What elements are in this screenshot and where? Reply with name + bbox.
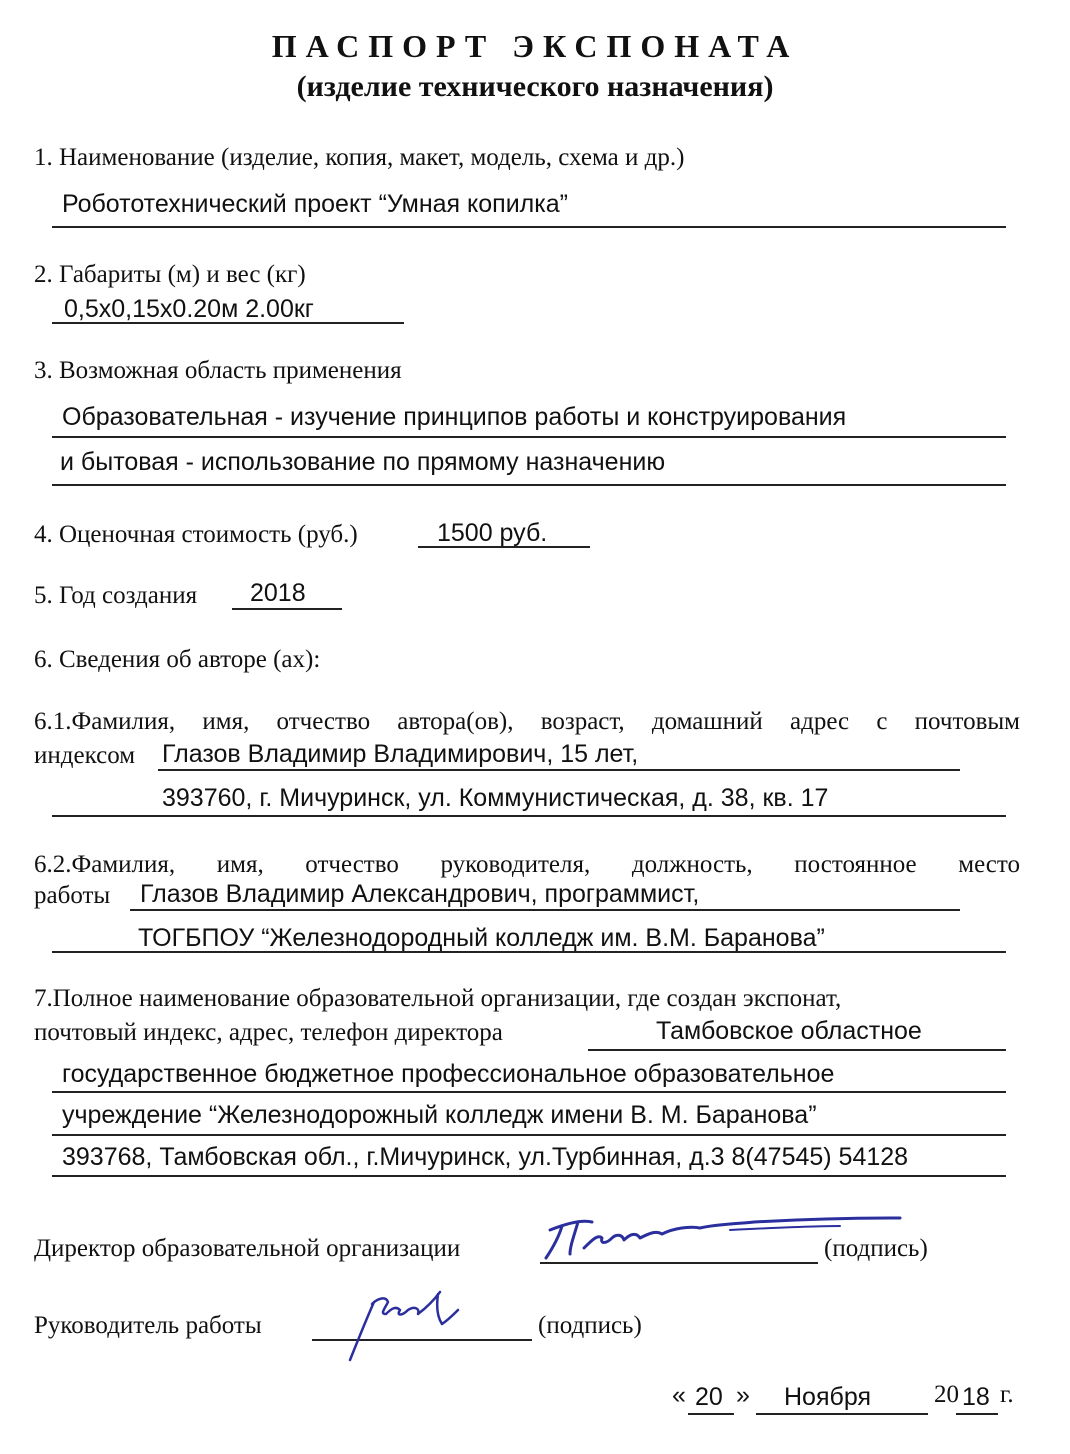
field-author-label-1: 6.1.Фамилия, имя, отчество автора(ов), возраст, домашний адрес с почтовым [34, 708, 1020, 735]
field-organization-label-2: почтовый индекс, адрес, телефон директора [34, 1019, 503, 1046]
page-subtitle: (изделие технического назначения) [296, 70, 774, 103]
field-author-value-1: Глазов Владимир Владимирович, 15 лет, [162, 740, 639, 768]
field-dimensions-label: 2. Габариты (м) и вес (кг) [34, 261, 306, 288]
field-author-underline-2 [52, 815, 1006, 817]
field-organization-underline-2 [52, 1091, 1006, 1093]
date-year-prefix: 20 [934, 1381, 959, 1408]
field-name-value: Робототехнический проект “Умная копилка” [62, 190, 568, 218]
date-close-quote: » [736, 1381, 750, 1409]
date-open-quote: « [672, 1381, 686, 1409]
field-cost-underline [418, 546, 590, 548]
field-application-value-2: и бытовая - использование по прямому назначению [60, 448, 666, 476]
field-supervisor-value-1: Глазов Владимир Александрович, программист, [140, 880, 700, 908]
field-organization-label-1: 7.Полное наименование образовательной организации, где создан экспонат, [34, 985, 842, 1012]
field-dimensions-underline [52, 322, 404, 324]
field-organization-underline-1 [588, 1049, 1006, 1051]
date-month: Ноября [784, 1383, 871, 1411]
field-organization-underline-3 [52, 1134, 1006, 1136]
director-signature-label: Директор образовательной организации [34, 1235, 461, 1262]
field-supervisor-value-2: ТОГБПОУ “Железнодородный колледж им. В.М. Баранова” [138, 924, 825, 952]
director-signature-image [540, 1200, 910, 1270]
field-application-label: 3. Возможная область применения [34, 357, 402, 384]
field-organization-underline-4 [52, 1175, 1006, 1177]
field-author-info-label: 6. Сведения об авторе (ах): [34, 646, 321, 673]
director-signature-suffix: (подпись) [824, 1235, 928, 1262]
field-application-value-1: Образовательная - изучение принципов работы и конструирования [62, 403, 847, 431]
field-application-underline-1 [52, 436, 1006, 438]
field-name-underline [52, 226, 1006, 228]
field-author-label-2: индексом [34, 742, 136, 769]
supervisor-signature-suffix: (подпись) [538, 1312, 642, 1339]
field-year-label: 5. Год создания [34, 582, 198, 609]
field-application-underline-2 [52, 484, 1006, 486]
field-organization-value-4: 393768, Тамбовская обл., г.Мичуринск, ул.Турбинная, д.3 8(47545) 54128 [62, 1143, 909, 1171]
field-cost-value: 1500 руб. [437, 519, 548, 547]
field-supervisor-underline-2 [52, 951, 1006, 953]
field-supervisor-label-2: работы [34, 882, 111, 909]
date-year-suffix: 18 [962, 1383, 990, 1411]
page-title: ПАСПОРТ ЭКСПОНАТА [271, 28, 799, 64]
field-organization-value-1: Тамбовское областное [656, 1017, 922, 1045]
field-dimensions-value: 0,5х0,15х0.20м 2.00кг [64, 295, 314, 323]
field-organization-value-3: учреждение “Железнодорожный колледж имени В. М. Баранова” [62, 1101, 817, 1129]
field-name-label: 1. Наименование (изделие, копия, макет, модель, схема и др.) [34, 144, 685, 171]
field-year-underline [232, 608, 342, 610]
field-author-value-2: 393760, г. Мичуринск, ул. Коммунистическая, д. 38, кв. 17 [162, 784, 829, 812]
field-organization-value-2: государственное бюджетное профессиональное образовательное [62, 1060, 835, 1088]
supervisor-signature-image [330, 1280, 480, 1370]
field-cost-label: 4. Оценочная стоимость (руб.) [34, 521, 358, 548]
supervisor-signature-label: Руководитель работы [34, 1312, 262, 1339]
date-month-underline [756, 1413, 928, 1415]
field-author-underline-1 [158, 769, 960, 771]
field-year-value: 2018 [250, 579, 306, 607]
date-year-underline [956, 1413, 998, 1415]
date-day-underline [688, 1413, 734, 1415]
date-year-end: г. [1000, 1381, 1014, 1408]
field-supervisor-label-1: 6.2.Фамилия, имя, отчество руководителя, должность, постоянное место [34, 851, 1020, 878]
date-day: 20 [695, 1383, 723, 1411]
field-supervisor-underline-1 [130, 909, 960, 911]
